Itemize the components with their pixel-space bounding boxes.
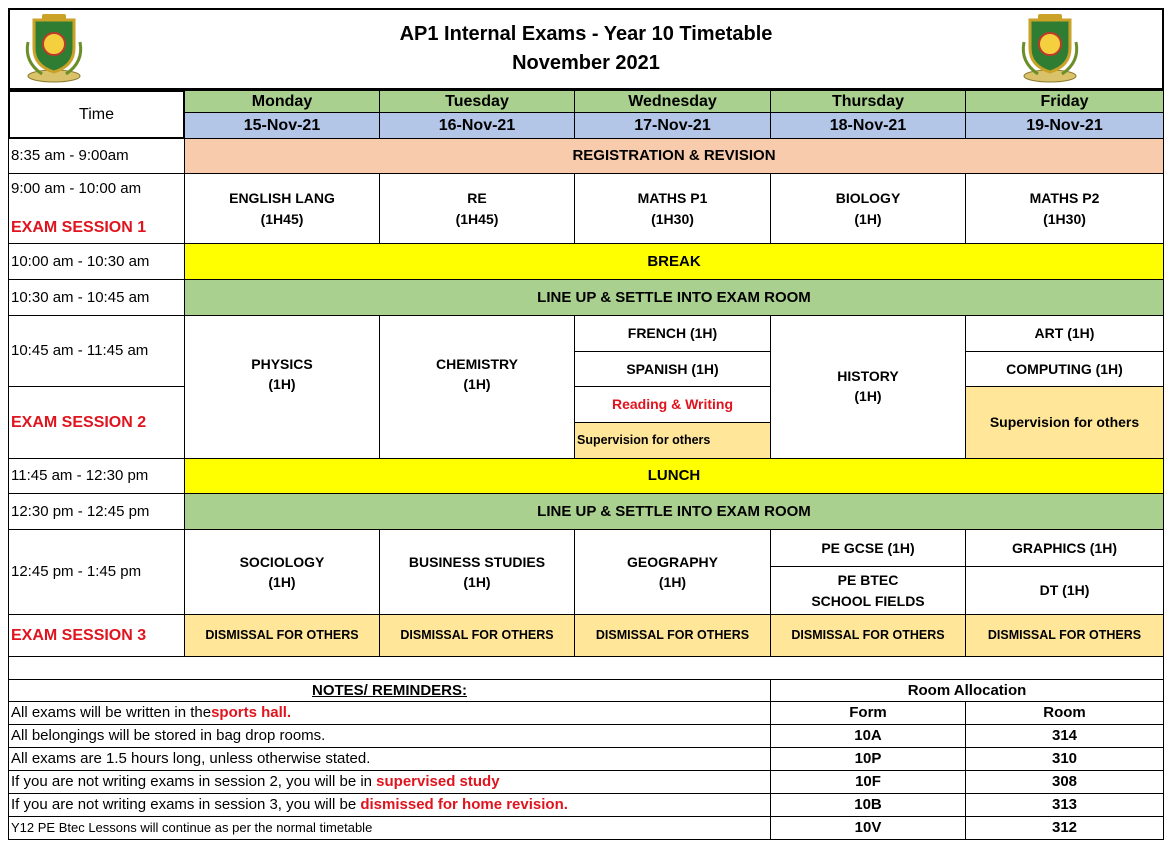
subject-name: ENGLISH LANG [229, 190, 335, 207]
subject-duration: (1H) [268, 574, 296, 590]
day-header-wednesday: Wednesday [574, 90, 771, 113]
time-slot-lineup-2: 12:30 pm - 12:45 pm [8, 493, 185, 530]
break-span: BREAK [184, 243, 1164, 280]
subject-name: CHEMISTRY [436, 356, 518, 372]
subject-name: MATHS P2 [1029, 190, 1100, 207]
dismissal-tuesday: DISMISSAL FOR OTHERS [379, 614, 575, 657]
lineup-span-1: LINE UP & SETTLE INTO EXAM ROOM [184, 279, 1164, 316]
session2-fri-supervision: Supervision for others [965, 386, 1164, 459]
date-header-wednesday: 17-Nov-21 [574, 112, 771, 139]
subject-duration: (1H45) [455, 210, 499, 227]
page-title: AP1 Internal Exams - Year 10 Timetable [399, 23, 773, 45]
note-6: Y12 PE Btec Lessons will continue as per the normal timetable [8, 816, 771, 840]
note-1 [8, 701, 771, 725]
subject-duration: (1H) [854, 388, 882, 405]
subject-duration: (1H) [463, 574, 491, 590]
session2-wed-spanish: SPANISH (1H) [574, 351, 771, 387]
time-slot-lunch: 11:45 am - 12:30 pm [8, 458, 185, 494]
session3-fri-graphics: GRAPHICS (1H) [965, 529, 1164, 567]
session3-label: EXAM SESSION 3 [8, 614, 185, 657]
subject-duration: (1H45) [260, 210, 304, 227]
school-crest-icon [1018, 12, 1082, 84]
lunch-span: LUNCH [184, 458, 1164, 494]
school-crest-icon [22, 12, 86, 84]
subject-duration: (1H) [268, 376, 296, 393]
form-cell: 10P [770, 747, 966, 771]
subject-name: BUSINESS STUDIES [408, 553, 546, 570]
form-cell: 10B [770, 793, 966, 817]
session3-tuesday [379, 529, 575, 615]
session1-friday [965, 173, 1164, 244]
session2-label: EXAM SESSION 2 [8, 386, 185, 459]
dismissal-monday: DISMISSAL FOR OTHERS [184, 614, 380, 657]
note-3: All exams are 1.5 hours long, unless otherwise stated. [8, 747, 771, 771]
session1-wednesday [574, 173, 771, 244]
session2-fri-computing: COMPUTING (1H) [965, 351, 1164, 387]
note-text: If you are not writing exams in session 3, you will be [11, 796, 361, 814]
room-cell: 308 [965, 770, 1164, 794]
session3-thu-pe-gcse: PE GCSE (1H) [770, 529, 966, 567]
form-header: Form [770, 701, 966, 725]
session2-fri-art: ART (1H) [965, 315, 1164, 352]
session2-tuesday [379, 315, 575, 459]
session2-wed-french: FRENCH (1H) [574, 315, 771, 352]
day-header-tuesday: Tuesday [379, 90, 575, 113]
dismissal-thursday: DISMISSAL FOR OTHERS [770, 614, 966, 657]
subject-duration: (1H) [854, 210, 882, 227]
school-fields-line: SCHOOL FIELDS [811, 592, 925, 609]
subject-name: MATHS P1 [637, 190, 708, 207]
session2-wed-reading: Reading & Writing [574, 386, 771, 423]
note-highlight: supervised study [376, 773, 500, 791]
room-cell: 313 [965, 793, 1164, 817]
note-text: If you are not writing exams in session 2, you will be in [11, 773, 377, 791]
subject-duration: (1H30) [1043, 210, 1086, 227]
session2-wed-supervision: Supervision for others [574, 422, 771, 459]
session2-monday [184, 315, 380, 459]
subject-name: GEOGRAPHY [626, 553, 718, 570]
session1-thursday [770, 173, 966, 244]
pe-btec-line: PE BTEC [837, 572, 899, 589]
room-header: Room [965, 701, 1164, 725]
time-slot-break: 10:00 am - 10:30 am [8, 243, 185, 280]
subject-name: RE [467, 190, 487, 207]
room-allocation-title: Room Allocation [770, 679, 1164, 702]
note-5 [8, 793, 771, 817]
session2-thursday [770, 315, 966, 459]
session3-wednesday [574, 529, 771, 615]
subject-duration: (1H) [463, 376, 491, 393]
day-header-friday: Friday [965, 90, 1164, 113]
note-4 [8, 770, 771, 794]
form-cell: 10F [770, 770, 966, 794]
title-block [8, 8, 1164, 90]
subject-duration: (1H) [658, 574, 687, 590]
subject-name: BIOLOGY [835, 190, 901, 207]
session1-label-cell [8, 173, 185, 244]
session1-tuesday [379, 173, 575, 244]
note-text: All exams will be written in the [11, 704, 212, 722]
time-slot-session1: 9:00 am - 10:00 am [11, 180, 142, 197]
time-slot-session3: 12:45 pm - 1:45 pm [8, 529, 185, 615]
form-cell: 10A [770, 724, 966, 748]
date-header-friday: 19-Nov-21 [965, 112, 1164, 139]
time-slot-lineup-1: 10:30 am - 10:45 am [8, 279, 185, 316]
session3-monday [184, 529, 380, 615]
subject-duration: (1H30) [651, 210, 694, 227]
session3-fri-dt: DT (1H) [965, 566, 1164, 615]
room-cell: 312 [965, 816, 1164, 840]
dismissal-wednesday: DISMISSAL FOR OTHERS [574, 614, 771, 657]
time-slot-session2: 10:45 am - 11:45 am [8, 315, 185, 387]
form-cell: 10V [770, 816, 966, 840]
time-slot-registration: 8:35 am - 9:00am [8, 138, 185, 174]
note-highlight: sports hall. [211, 704, 292, 722]
time-header: Time [8, 90, 185, 139]
note-highlight: dismissed for home revision. [360, 796, 568, 814]
registration-span: REGISTRATION & REVISION [184, 138, 1164, 174]
room-cell: 310 [965, 747, 1164, 771]
session1-label: EXAM SESSION 1 [11, 218, 147, 236]
date-header-thursday: 18-Nov-21 [770, 112, 966, 139]
lineup-span-2: LINE UP & SETTLE INTO EXAM ROOM [184, 493, 1164, 530]
spacer-row [8, 656, 1164, 680]
page-subtitle: November 2021 [512, 52, 660, 74]
subject-name: HISTORY [837, 368, 899, 384]
day-header-thursday: Thursday [770, 90, 966, 113]
date-header-monday: 15-Nov-21 [184, 112, 380, 139]
dismissal-friday: DISMISSAL FOR OTHERS [965, 614, 1164, 657]
session3-thu-pe-btec [770, 566, 966, 615]
day-header-monday: Monday [184, 90, 380, 113]
note-2: All belongings will be stored in bag drop rooms. [8, 724, 771, 748]
subject-name: SOCIOLOGY [239, 553, 325, 570]
timetable-sheet [8, 8, 1164, 846]
room-cell: 314 [965, 724, 1164, 748]
session1-monday [184, 173, 380, 244]
date-header-tuesday: 16-Nov-21 [379, 112, 575, 139]
subject-name: PHYSICS [251, 356, 313, 372]
notes-title: NOTES/ REMINDERS: [8, 679, 771, 702]
